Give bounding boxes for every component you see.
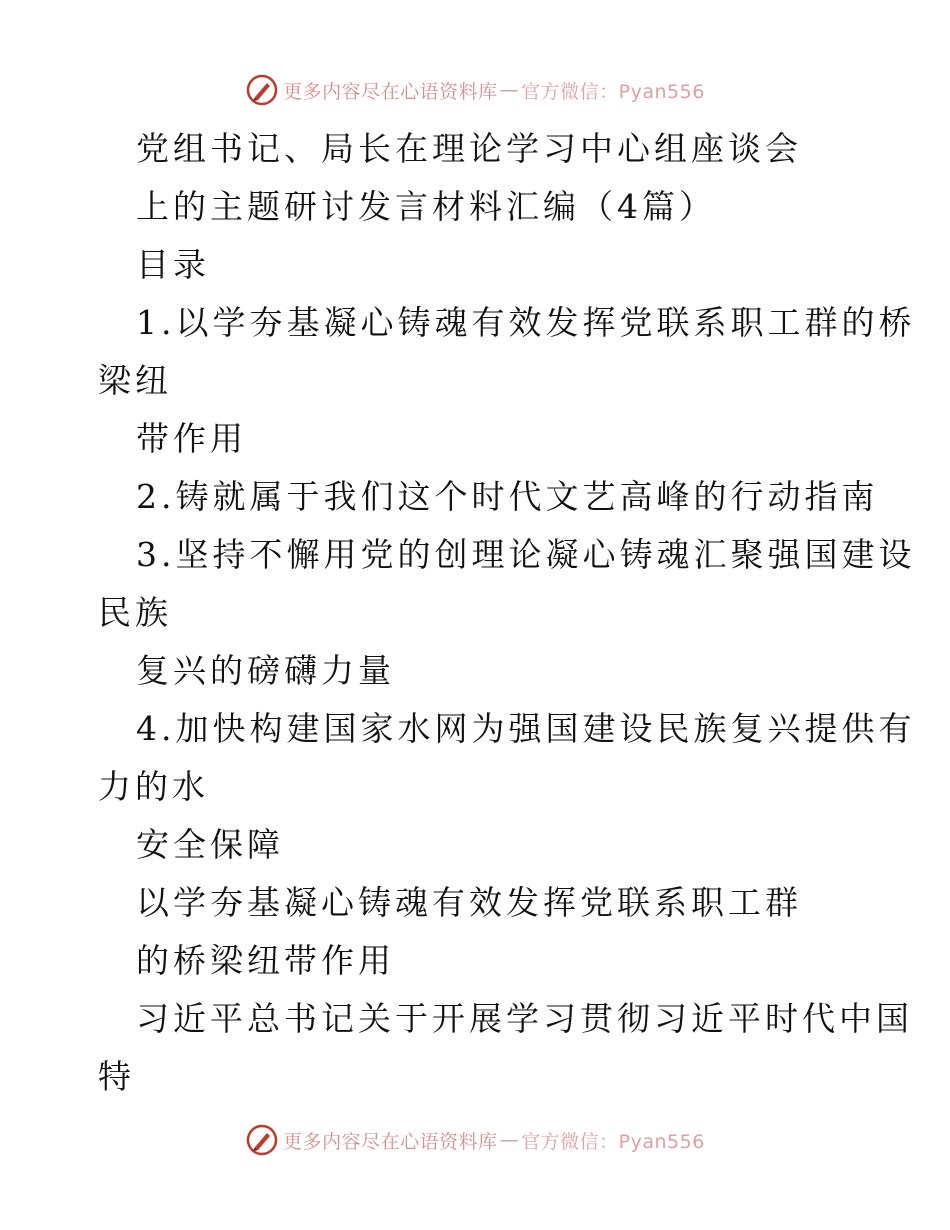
header-watermark: [0, 70, 950, 110]
toc-item-2: 2.铸就属于我们这个时代文艺高峰的行动指南: [136, 477, 879, 516]
pen-logo-icon: [245, 1123, 279, 1157]
toc-item-4: 4.加快构建国家水网为强国建设民族复兴提供有: [136, 709, 916, 748]
section-title: 的桥梁纽带作用: [136, 941, 395, 980]
pen-logo-icon: [245, 73, 279, 107]
watermark-main-text: 更多内容尽在心语资料库: [283, 1130, 498, 1153]
text-line: 复兴的磅礴力量: [136, 651, 395, 690]
paragraph-line: 习近平总书记关于开展学习贯彻习近平时代中国: [136, 999, 913, 1038]
toc-item-3: 3.坚持不懈用党的创理论凝心铸魂汇聚强国建设: [136, 535, 916, 574]
text-line: 上的主题研讨发言材料汇编（4篇）: [136, 187, 716, 226]
document-body: [98, 120, 916, 1106]
watermark-main-text: 更多内容尽在心语资料库: [283, 80, 498, 103]
text-line: 党组书记、局长在理论学习中心组座谈会: [136, 129, 802, 168]
watermark-separator: —: [499, 1129, 520, 1151]
text-line: 民族: [98, 593, 172, 632]
toc-heading: 目录: [136, 245, 210, 284]
footer-watermark: [0, 1120, 950, 1160]
toc-item-1: 1.以学夯基凝心铸魂有效发挥党联系职工群的桥: [136, 303, 916, 342]
paragraph-line: 特: [98, 1057, 135, 1096]
text-line: 力的水: [98, 767, 209, 806]
watermark-wechat-text: 官方微信：Pyan556: [521, 1130, 705, 1153]
text-line: 带作用: [136, 419, 247, 458]
text-line: 梁纽: [98, 361, 172, 400]
watermark-wechat-text: 官方微信：Pyan556: [521, 80, 705, 103]
section-title: 以学夯基凝心铸魂有效发挥党联系职工群: [136, 883, 802, 922]
watermark-separator: —: [499, 79, 520, 101]
text-line: 安全保障: [136, 825, 284, 864]
